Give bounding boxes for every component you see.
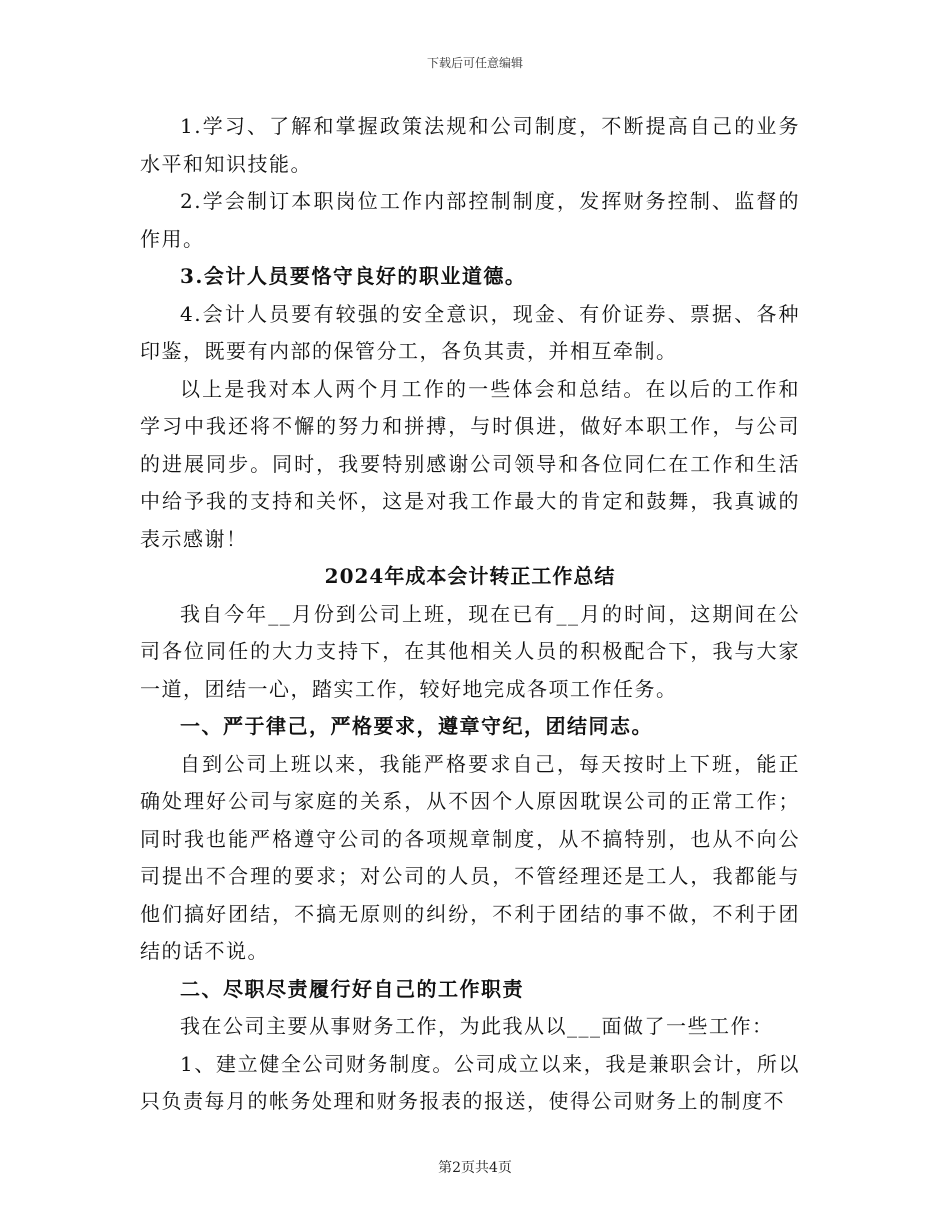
heading-section-2: 二、尽职尽责履行好自己的工作职责 — [180, 976, 524, 1001]
heading-section-1: 一、严于律己，严格要求，遵章守纪，团结同志。 — [180, 714, 653, 738]
paragraph-section-2-item-1: 1、建立健全公司财务制度。公司成立以来，我是兼职会计，所以只负责每月的帐务处理和财务报表的报送，使得公司财务上的制度不 — [140, 1051, 800, 1113]
paragraph-item-2: 2.学会制订本职岗位工作内部控制制度，发挥财务控制、监督的作用。 — [140, 189, 800, 251]
paragraph-item-4: 4.会计人员要有较强的安全意识，现金、有价证券、票据、各种印鉴，既要有内部的保管分工，各负其责，并相互牵制。 — [140, 301, 800, 363]
paragraph-section-2-intro: 我在公司主要从事财务工作，为此我从以___面做了一些工作： — [180, 1014, 774, 1038]
paragraph-intro: 我自今年__月份到公司上班，现在已有__月的时间，这期间在公司各位同任的大力支持下，在其他相关人员的积极配合下，我与大家一道，团结一心，踏实工作，较好地完成各项工作任务。 — [140, 601, 800, 701]
paragraph-conclusion: 以上是我对本人两个月工作的一些体会和总结。在以后的工作和学习中我还将不懈的努力和拼搏，与时俱进，做好本职工作，与公司的进展同步。同时，我要特别感谢公司领导和各位同仁在工作和生活中给予我的支持和关怀，这是对我工作最大的肯定和鼓舞，我真诚的表示感谢！ — [140, 376, 800, 551]
paragraph-item-3: 3.会计人员要恪守良好的职业道德。 — [180, 264, 527, 288]
paragraph-item-1: 1.学习、了解和掌握政策法规和公司制度，不断提高自己的业务水平和知识技能。 — [140, 114, 800, 176]
page-header-note: 下载后可任意编辑 — [426, 56, 523, 70]
page-number: 第2页共4页 — [438, 1160, 512, 1176]
paragraph-section-1: 自到公司上班以来，我能严格要求自己，每天按时上下班，能正确处理好公司与家庭的关系，从不因个人原因耽误公司的正常工作；同时我也能严格遵守公司的各项规章制度，从不搞特别，也从不向公司提出不合理的要求；对公司的人员，不管经理还是工人，我都能与他们搞好团结，不搞无原则的纠纷，不利于团结的事不做，不利于团结的话不说。 — [140, 751, 800, 963]
document-body — [140, 108, 800, 1121]
section-title: 2024年成本会计转正工作总结 — [324, 564, 616, 588]
